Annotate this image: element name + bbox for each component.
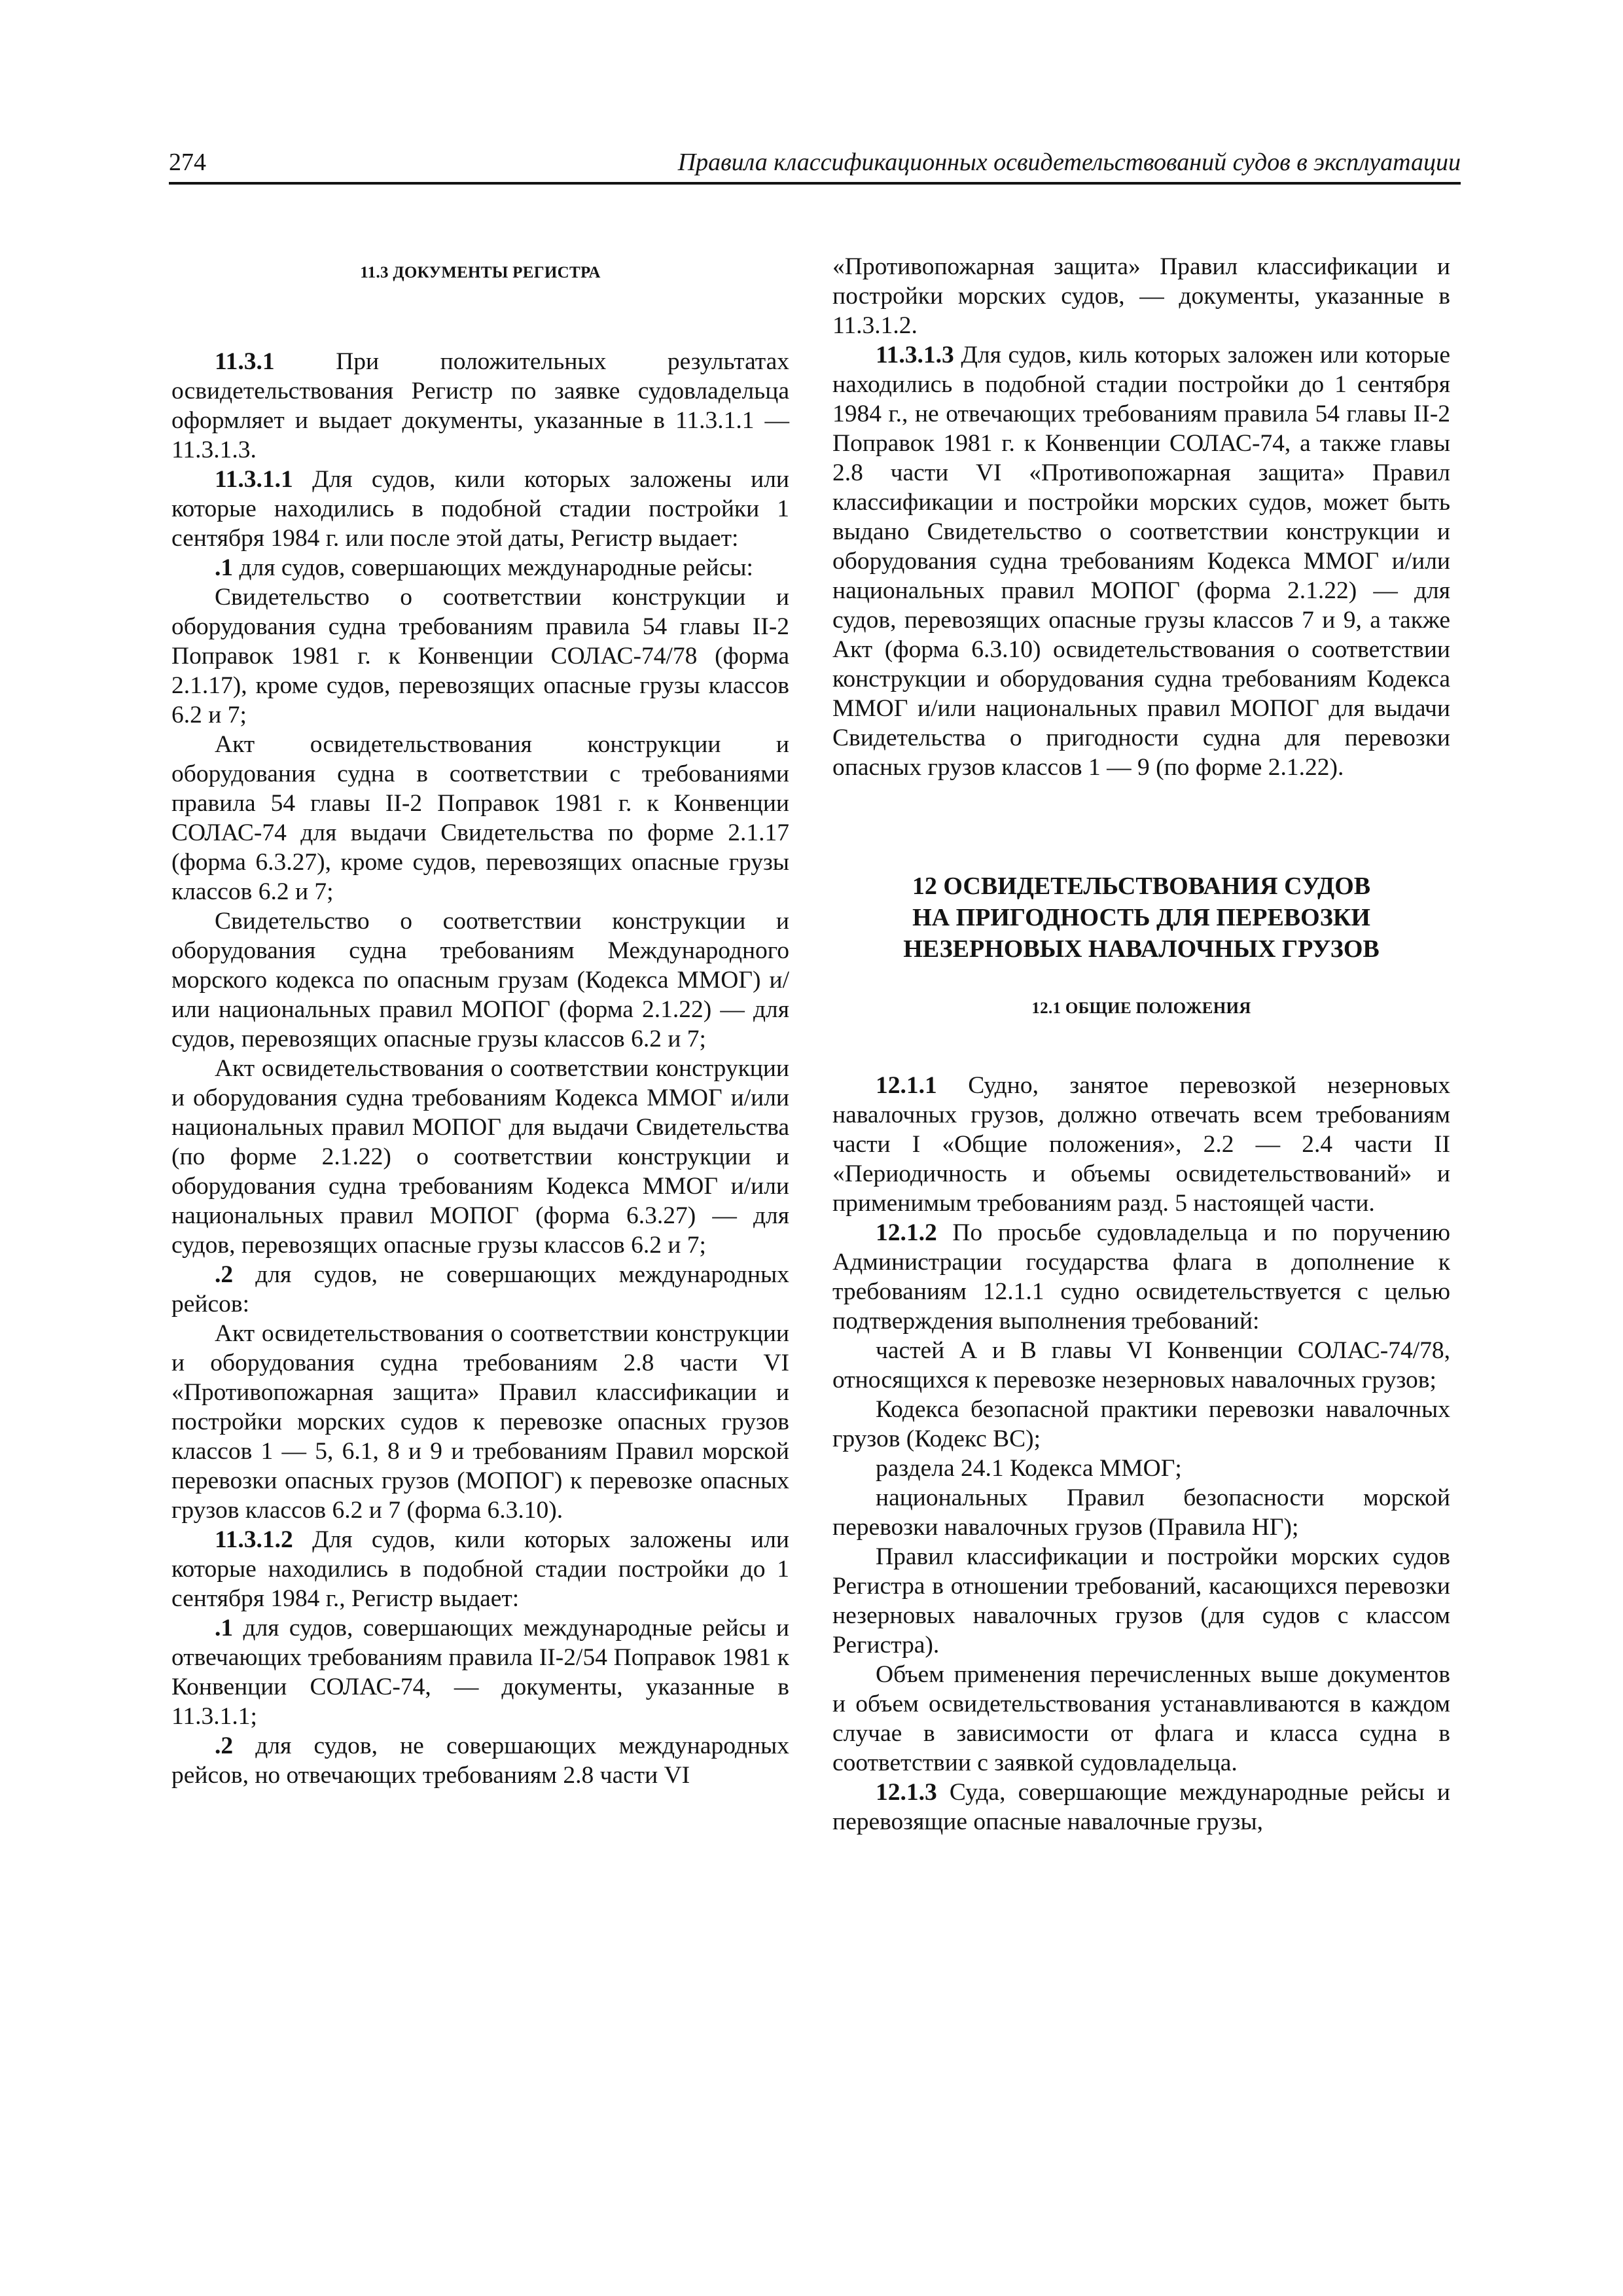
list-item-2: [171, 1731, 789, 1790]
list-item-1: [171, 1613, 789, 1731]
spacer: [832, 782, 1450, 870]
page-number: 274: [169, 149, 206, 176]
clause-number: 12.1.3: [876, 1779, 937, 1806]
paragraph: Объем применения перечисленных выше документов и объем освидетельствования устанавливаются в каждом случае в зависимости от флага и класса судна в соответствии с заявкой судовладельца.: [832, 1661, 1450, 1776]
clause-number: 12.1.2: [876, 1219, 937, 1246]
paragraph-text: По просьбе судовладельца и по поручению Администрации государства флага в дополнение к требованиям 12.1.1 судно освидетельствуется с целью подтверждения выполнения требований:: [832, 1219, 1450, 1335]
paragraph-text: для судов, не совершающих международных рейсов:: [171, 1261, 789, 1318]
paragraph-text: Для судов, киль которых заложен или которые находились в подобной стадии постройки до 1 сентября 1984 г., не отвечающих требованиям правила 54 главы II-2 Поправок 1981 г. к Конвенции СОЛАС-74, а также главы 2.8 части VI «Противопожарная защита» Правил классификации и постройки морских судов, может быть выдано Свидетельство о соответствии конструкции и оборудования судна требованиям Кодекса ММОГ и/или национальных правил МОПОГ (форма 2.1.22) — для судов, перевозящих опасные грузы классов 7 и 9, а также Акт (форма 6.3.10) освидетельствования о соответствии конструкции и оборудования судна требованиям Кодекса ММОГ и/или национальных правил МОПОГ для выдачи Свидетельства о пригодности судна для перевозки опасных грузов классов 1 — 9 (по форме 2.1.22).: [832, 342, 1450, 781]
paragraph-11-3-1: [171, 347, 789, 465]
paragraph: раздела 24.1 Кодекса ММОГ;: [876, 1455, 1182, 1482]
paragraph-12-1-3: [832, 1778, 1450, 1837]
paragraph-11-3-1-3: [832, 340, 1450, 782]
paragraph: Акт освидетельствования о соответствии конструкции и оборудования судна требованиям Кодекса ММОГ и/или национальных правил МОПОГ для выдачи Свидетельства (по форме 2.1.22) о соответствии конструкции и оборудования судна требованиям Кодекса ММОГ и/или национальных правил МОПОГ (форма 6.3.27) — для судов, перевозящих опасные грузы классов 6.2 и 7;: [171, 1055, 789, 1259]
paragraph-text: для судов, не совершающих международных рейсов, но отвечающих требованиям 2.8 части VI: [171, 1732, 789, 1789]
clause-number: 11.3.1.2: [215, 1526, 293, 1553]
paragraph-text: Для судов, кили которых заложены или которые находились в подобной стадии постройки 1 сентября 1984 г. или после этой даты, Регистр выдает:: [171, 466, 789, 552]
section-heading-12-1: 12.1 ОБЩИЕ ПОЛОЖЕНИЯ: [1031, 999, 1251, 1017]
paragraph: Свидетельство о соответствии конструкции и оборудования судна требованиям Международного морского кодекса по опасным грузам (Кодекса ММОГ) и/или национальных правил МОПОГ (форма 2.1.22) — для судов, перевозящих опасные грузы классов 6.2 и 7;: [171, 908, 789, 1052]
paragraph-12-1-2: [832, 1218, 1450, 1336]
paragraph: Акт освидетельствования о соответствии конструкции и оборудования судна требованиям 2.8 части VI «Противопожарная защита» Правил классификации и постройки морских судов к перевозке опасных грузов классов 1 — 5, 6.1, 8 и 9 и требованиям Правил морской перевозки опасных грузов (МОПОГ) к перевозке опасных грузов классов 6.2 и 7 (форма 6.3.10).: [171, 1320, 789, 1524]
clause-number: 11.3.1.1: [215, 466, 293, 493]
paragraph-text: При положительных результатах освидетельствования Регистр по заявке судовладельца оформляет и выдает документы, указанные в 11.3.1.1 — 11.3.1.3.: [171, 348, 789, 463]
item-number: .2: [215, 1261, 234, 1288]
item-number: .1: [215, 1615, 234, 1641]
paragraph-11-3-1-1: [171, 465, 789, 553]
paragraph-text: Судно, занятое перевозкой незерновых навалочных грузов, должно отвечать всем требованиям части I «Общие положения», 2.2 — 2.4 части II «Периодичность и объемы освидетельствований» и применимым требованиям разд. 5 настоящей части.: [832, 1072, 1450, 1217]
list-item-1: [171, 553, 789, 583]
chapter-heading-line: НЕЗЕРНОВЫХ НАВАЛОЧНЫХ ГРУЗОВ: [903, 935, 1380, 963]
left-column: [171, 252, 789, 1790]
paragraph-text: для судов, совершающих международные рейсы:: [233, 554, 753, 581]
chapter-heading-line: НА ПРИГОДНОСТЬ ДЛЯ ПЕРЕВОЗКИ: [912, 904, 1370, 931]
item-number: .2: [215, 1732, 234, 1759]
clause-number: 11.3.1.3: [876, 342, 954, 368]
section-heading-11-3: 11.3 ДОКУМЕНТЫ РЕГИСТРА: [360, 264, 601, 281]
chapter-heading-line: 12 ОСВИДЕТЕЛЬСТВОВАНИЯ СУДОВ: [912, 872, 1371, 900]
paragraph: Правил классификации и постройки морских судов Регистра в отношении требований, касающихся перевозки незерновых навалочных грузов (для судов с классом Регистра).: [832, 1543, 1450, 1659]
right-column: [832, 252, 1450, 1837]
chapter-heading-12: [832, 870, 1450, 965]
clause-number: 11.3.1: [215, 348, 275, 375]
paragraph-12-1-1: [832, 1071, 1450, 1218]
clause-number: 12.1.1: [876, 1072, 937, 1099]
paragraph: национальных Правил безопасности морской перевозки навалочных грузов (Правила НГ);: [832, 1484, 1450, 1541]
paragraph-11-3-1-2: [171, 1525, 789, 1613]
header-rule: [169, 182, 1461, 185]
paragraph: Свидетельство о соответствии конструкции и оборудования судна требованиям правила 54 главы II-2 Поправок 1981 г. к Конвенции СОЛАС-74/78 (форма 2.1.17), кроме судов, перевозящих опасные грузы классов 6.2 и 7;: [171, 584, 789, 728]
paragraph-continued: «Противопожарная защита» Правил классификации и постройки морских судов, — документы, указанные в 11.3.1.2.: [832, 253, 1450, 339]
paragraph-text: для судов, совершающих международные рейсы и отвечающих требованиям правила II-2/54 Поправок 1981 к Конвенции СОЛАС-74, — документы, указанные в 11.3.1.1;: [171, 1615, 789, 1730]
paragraph-text: Для судов, кили которых заложены или которые находились в подобной стадии постройки до 1 сентября 1984 г., Регистр выдает:: [171, 1526, 789, 1612]
list-item-2: [171, 1260, 789, 1319]
paragraph: Акт освидетельствования конструкции и оборудования судна в соответствии с требованиями правила 54 главы II-2 Поправок 1981 г. к Конвенции СОЛАС-74 для выдачи Свидетельства по форме 2.1.17 (форма 6.3.27), кроме судов, перевозящих опасные грузы классов 6.2 и 7;: [171, 731, 789, 905]
paragraph: Кодекса безопасной практики перевозки навалочных грузов (Кодекс ВС);: [832, 1396, 1450, 1452]
paragraph: частей А и В главы VI Конвенции СОЛАС-74/78, относящихся к перевозке незерновых навалочных грузов;: [832, 1337, 1450, 1393]
page-header: [169, 144, 1461, 181]
paragraph-text: Суда, совершающие международные рейсы и перевозящие опасные навалочные грузы,: [832, 1779, 1450, 1835]
running-title: Правила классификационных освидетельствований судов в эксплуатации: [677, 149, 1461, 176]
item-number: .1: [215, 554, 234, 581]
